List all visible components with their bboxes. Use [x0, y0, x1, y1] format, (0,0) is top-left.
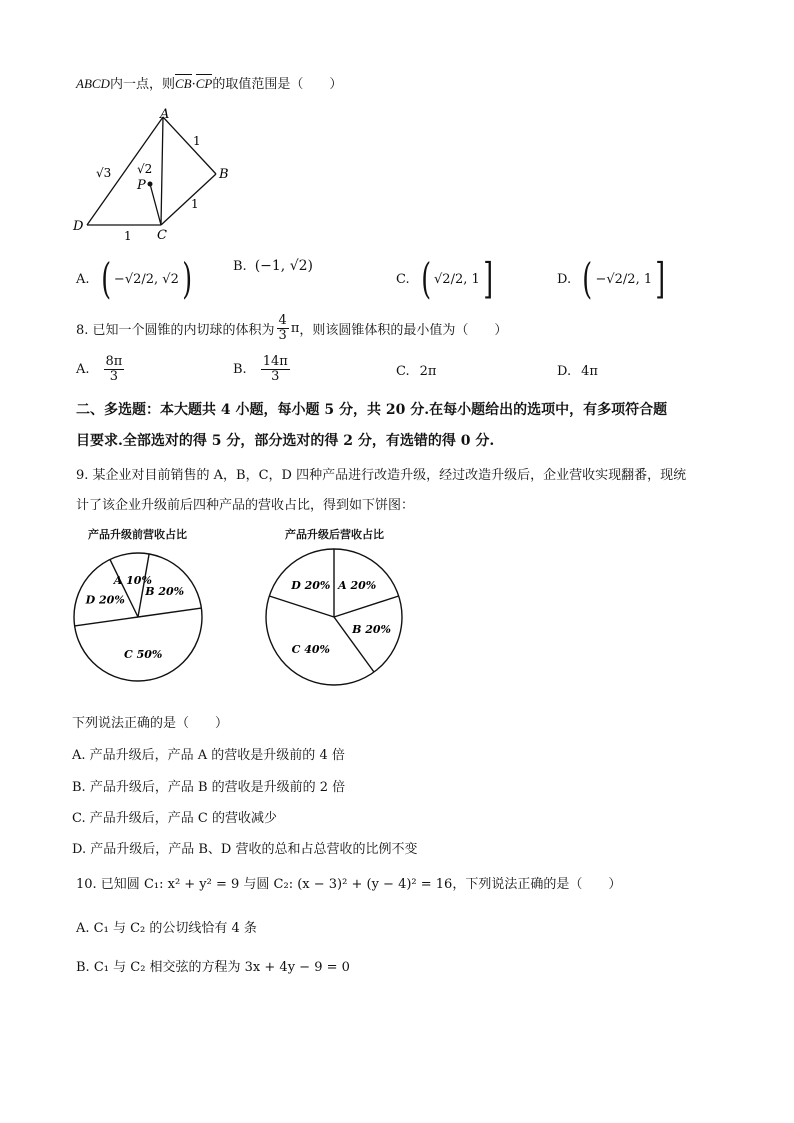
q7-vector-cb: CB [174, 76, 192, 91]
pie-slice-label-d: D 20% [85, 593, 125, 607]
vector-arrow-icon [196, 74, 213, 75]
point-p [148, 182, 153, 187]
q7-option-c-left: √2/2 [434, 271, 464, 287]
q8-option-a[interactable]: A. $\frac{8\pi}{3}$ [76, 354, 123, 384]
q7-option-a[interactable]: A. ( −√2/2 , √2 ) [76, 254, 192, 303]
pie-chart-before [70, 542, 210, 692]
q7-option-a-left: −√2/2 [113, 271, 155, 287]
q8-stem-before: 8. 已知一个圆锥的内切球的体积为 [76, 322, 275, 338]
edge-bc [161, 174, 216, 225]
pie-chart-after-title: 产品升级后营收占比 [285, 528, 384, 541]
q9-prompt: 下列说法正确的是（ ） [72, 716, 229, 731]
q7-dot: · [191, 77, 196, 92]
q7-geometry-figure [70, 105, 240, 245]
q9-option-d[interactable]: D. 产品升级后，产品 B、D 营收的总和占总营收的比例不变 [72, 842, 418, 857]
q7-stem-rest: 内一点，则 [109, 77, 175, 92]
q7-stem-tail: 的取值范围是（ ） [212, 77, 343, 92]
q8-volume-fraction: $\frac{4}{3}$ [278, 313, 287, 343]
vector-arrow-icon [175, 74, 192, 75]
segment-pc [150, 184, 161, 225]
q7-vector-cp: CP [195, 76, 213, 91]
section2-heading-line2: 目要求.全部选对的得 5 分，部分选对的得 2 分，有选错的得 0 分. [76, 433, 495, 449]
q8-stem: 8. 已知一个圆锥的内切球的体积为 $\frac{4}{3}$ π ，则该圆锥体积的最小值为（ ） [76, 313, 508, 343]
edge-ab [163, 117, 216, 174]
q10-stem: 10. 已知圆 C₁: x² + y² = 9 与圆 C₂: (x − 3)² + (y − 4)² = 16，下列说法正确的是（ ） [76, 877, 622, 892]
q7-option-b-text: (−1, √2) [254, 258, 313, 274]
q10-option-a[interactable]: A. C₁ 与 C₂ 的公切线恰有 4 条 [76, 921, 257, 936]
edge-ac-length: √2 [137, 162, 153, 176]
q10-option-b[interactable]: B. C₁ 与 C₂ 相交弦的方程为 3x + 4y − 9 = 0 [76, 960, 350, 975]
pie-slice-label-c: C 50% [123, 647, 163, 661]
q9-stem-line1: 9. 某企业对目前销售的 A，B，C，D 四种产品进行改造升级，经过改造升级后，企业营收实现翻番，现统 [76, 468, 687, 483]
point-p-label: P [137, 178, 146, 193]
vertex-a-label: A [160, 107, 170, 122]
q9-option-b[interactable]: B. 产品升级后，产品 B 的营收是升级前的 2 倍 [72, 780, 346, 795]
vertex-c-label: C [157, 228, 167, 243]
q9-option-c[interactable]: C. 产品升级后，产品 C 的营收减少 [72, 811, 277, 826]
q9-stem-line2: 计了该企业升级前后四种产品的营收占比，得到如下饼图： [76, 498, 415, 513]
pie-chart-before-title: 产品升级前营收占比 [88, 528, 187, 541]
pie-slice-label-b: B 20% [145, 585, 185, 599]
edge-ac [161, 117, 163, 225]
section2-heading-line1: 二、多选题：本大题共 4 小题，每小题 5 分，共 20 分.在每小题给出的选项中，有多项符合题 [76, 402, 668, 418]
pie-chart-after [262, 542, 412, 692]
q7-stem-prefix: ABCD [76, 76, 110, 91]
vertex-d-label: D [73, 219, 84, 234]
q7-option-b[interactable]: B. (−1, √2) [233, 258, 313, 274]
q7-stem [76, 73, 342, 92]
pie-slice-label-b: B 20% [352, 623, 391, 637]
q7-option-c[interactable]: C. ( √2/2 , 1 ] [396, 254, 493, 303]
q7-option-a-right: √2 [162, 271, 179, 287]
pie-slice-label-a: A 10% [113, 574, 152, 588]
edge-ad-length: √3 [96, 166, 112, 180]
edge-bc-length: 1 [191, 197, 199, 211]
q8-stem-after: ，则该圆锥体积的最小值为（ ） [299, 322, 508, 338]
q8-option-c[interactable]: C. 2π [396, 364, 437, 379]
q8-option-b[interactable]: B. $\frac{14\pi}{3}$ [233, 354, 288, 384]
q7-option-d-right: 1 [643, 271, 653, 287]
q8-option-d[interactable]: D. 4π [557, 364, 598, 379]
q9-option-a[interactable]: A. 产品升级后，产品 A 的营收是升级前的 4 倍 [72, 748, 345, 763]
pie-slice-label-d: D 20% [291, 579, 331, 593]
q7-option-c-right: 1 [471, 271, 480, 287]
q7-option-d[interactable]: D. ( −√2/2 , 1 ] [557, 254, 666, 303]
q7-option-d-left: −√2/2 [595, 271, 636, 287]
pie-slice-label-c: C 40% [291, 642, 330, 656]
edge-ab-length: 1 [193, 134, 201, 148]
vertex-b-label: B [219, 167, 229, 182]
edge-dc-length: 1 [124, 229, 132, 243]
pie-slice-label-a: A 20% [338, 579, 377, 593]
